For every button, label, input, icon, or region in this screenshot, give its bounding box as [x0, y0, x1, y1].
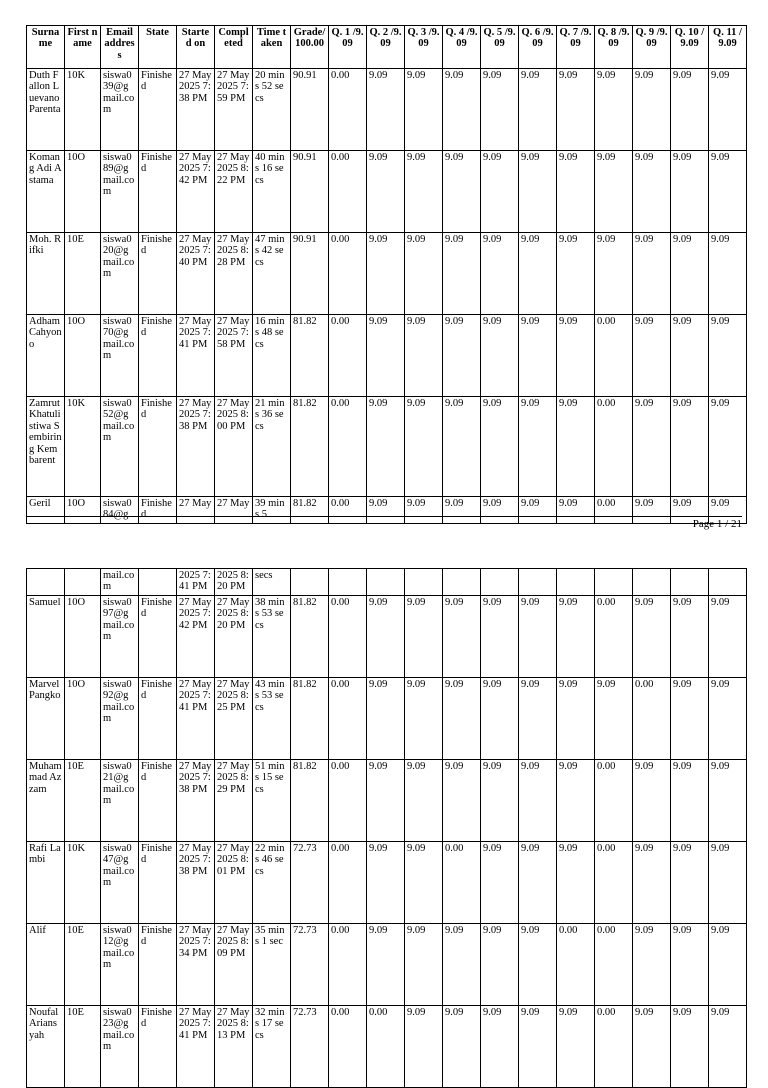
table-cell: 90.91	[291, 69, 329, 151]
table-cell: 9.09	[405, 842, 443, 924]
table-cell: 9.09	[443, 924, 481, 1006]
col-q3: Q. 3 /9.09	[405, 26, 443, 69]
table-cell: 9.09	[671, 233, 709, 315]
table-cell	[709, 569, 747, 596]
table-cell: 27 May 2025 8:09 PM	[215, 924, 253, 1006]
table-cell: 27 May 2025 7:40 PM	[177, 233, 215, 315]
table-cell: 10E	[65, 1006, 101, 1088]
table-cell: siswa021@gmail.com	[101, 760, 139, 842]
table-cell: 9.09	[405, 924, 443, 1006]
table-cell: 9.09	[519, 397, 557, 497]
table-cell: 51 mins 15 secs	[253, 760, 291, 842]
table-cell: 9.09	[557, 233, 595, 315]
table-cell	[671, 569, 709, 596]
table-cell	[405, 569, 443, 596]
table-cell: 72.73	[291, 1006, 329, 1088]
table-cell: 9.09	[671, 678, 709, 760]
table-row	[27, 924, 747, 1006]
table-cell: 0.00	[329, 69, 367, 151]
table-cell: Muhammad Azzam	[27, 760, 65, 842]
table-cell: 22 mins 46 secs	[253, 842, 291, 924]
table-cell: mail.com	[101, 569, 139, 596]
table-cell: Finished	[139, 842, 177, 924]
table-cell: 9.09	[481, 924, 519, 1006]
table-cell: 27 May 2025 7:38 PM	[177, 842, 215, 924]
table-cell: 81.82	[291, 397, 329, 497]
table-cell: 9.09	[367, 397, 405, 497]
table-cell: Komang Adi Astama	[27, 151, 65, 233]
table-cell: 10O	[65, 497, 101, 524]
table-row	[27, 233, 747, 315]
col-surname: Surname	[27, 26, 65, 69]
table-cell: 27 May 2025 7:38 PM	[177, 760, 215, 842]
page-footer-rule	[26, 516, 742, 517]
table-cell: 9.09	[557, 397, 595, 497]
table-cell: 9.09	[443, 69, 481, 151]
table-cell: 9.09	[519, 924, 557, 1006]
table-cell: 0.00	[367, 1006, 405, 1088]
table-cell: 9.09	[519, 69, 557, 151]
table-cell: 9.09	[633, 1006, 671, 1088]
table-cell: 9.09	[633, 842, 671, 924]
table-cell: 9.09	[405, 678, 443, 760]
table-cell: 9.09	[367, 842, 405, 924]
table-cell: 0.00	[595, 1006, 633, 1088]
table-cell: 9.09	[443, 233, 481, 315]
col-completed: Completed	[215, 26, 253, 69]
table-cell: 9.09	[519, 842, 557, 924]
table-cell: 9.09	[709, 397, 747, 497]
table-cell: 9.09	[633, 760, 671, 842]
table-cell: Finished	[139, 497, 177, 524]
table-cell: 27 May 2025 8:00 PM	[215, 397, 253, 497]
table-cell: 9.09	[481, 760, 519, 842]
table-cell: Geril	[27, 497, 65, 524]
table-cell	[557, 569, 595, 596]
table-cell: 9.09	[481, 596, 519, 678]
col-q2: Q. 2 /9.09	[367, 26, 405, 69]
table-cell: 9.09	[481, 151, 519, 233]
table-cell: siswa070@gmail.com	[101, 315, 139, 397]
col-state: State	[139, 26, 177, 69]
table-row	[27, 596, 747, 678]
table-cell: 9.09	[671, 842, 709, 924]
table-cell: 10O	[65, 596, 101, 678]
table-cell: 9.09	[633, 233, 671, 315]
table-row	[27, 497, 747, 524]
table-cell: 9.09	[671, 69, 709, 151]
table-cell: 9.09	[367, 233, 405, 315]
table-cell: Finished	[139, 760, 177, 842]
table-cell: Duth Fallon Luevano Parenta	[27, 69, 65, 151]
table-cell: 0.00	[329, 924, 367, 1006]
table-cell: 10E	[65, 760, 101, 842]
table-cell: 9.09	[595, 233, 633, 315]
table-cell: 9.09	[443, 397, 481, 497]
table-cell: 9.09	[633, 924, 671, 1006]
table-cell: 27 May 2025 8:01 PM	[215, 842, 253, 924]
table-cell: 27 May 2025 7:42 PM	[177, 596, 215, 678]
table-cell: 9.09	[367, 497, 405, 524]
table-cell: 9.09	[367, 596, 405, 678]
table-cell: 27 May 2025 7:38 PM	[177, 397, 215, 497]
table-cell: 27 May 2025 8:25 PM	[215, 678, 253, 760]
table-cell: 10K	[65, 69, 101, 151]
col-q6: Q. 6 /9.09	[519, 26, 557, 69]
table-cell: 9.09	[519, 151, 557, 233]
table-cell: 10O	[65, 315, 101, 397]
table-cell: 9.09	[709, 842, 747, 924]
table-cell: 9.09	[557, 842, 595, 924]
table-cell: siswa023@gmail.com	[101, 1006, 139, 1088]
table-cell: 9.09	[443, 151, 481, 233]
table-cell: 9.09	[709, 678, 747, 760]
table-cell	[367, 569, 405, 596]
table-cell: 9.09	[519, 678, 557, 760]
table-cell: 9.09	[709, 69, 747, 151]
table-cell: 27 May 2025 7:38 PM	[177, 69, 215, 151]
table-cell: 9.09	[557, 151, 595, 233]
table-cell: 9.09	[557, 69, 595, 151]
table-cell: 9.09	[633, 315, 671, 397]
table-cell: 9.09	[481, 315, 519, 397]
table-cell: Marvel Pangko	[27, 678, 65, 760]
table-cell: 9.09	[443, 596, 481, 678]
table-cell: Finished	[139, 233, 177, 315]
table-cell: 9.09	[405, 151, 443, 233]
table-cell: Finished	[139, 315, 177, 397]
table-cell: siswa084@g	[101, 497, 139, 524]
table-row-continued	[27, 569, 747, 596]
table-cell: 9.09	[519, 760, 557, 842]
table-row	[27, 315, 747, 397]
table-cell: Zamrut Khatulistiwa Sembiring Kembarent	[27, 397, 65, 497]
table-cell: 9.09	[519, 1006, 557, 1088]
col-q9: Q. 9 /9.09	[633, 26, 671, 69]
table-cell: 0.00	[329, 760, 367, 842]
table-row	[27, 151, 747, 233]
table-cell: 81.82	[291, 497, 329, 524]
table-cell: 9.09	[709, 233, 747, 315]
table-cell: 0.00	[595, 497, 633, 524]
table-cell: 81.82	[291, 678, 329, 760]
table-cell: siswa020@gmail.com	[101, 233, 139, 315]
table-cell: 9.09	[405, 233, 443, 315]
table-cell: 10O	[65, 678, 101, 760]
table-cell: 9.09	[633, 596, 671, 678]
table-cell: 39 mins 5	[253, 497, 291, 524]
table-cell: siswa052@gmail.com	[101, 397, 139, 497]
table-cell: 27 May 2025 7:41 PM	[177, 315, 215, 397]
table-header-row	[27, 26, 747, 69]
table-cell: 9.09	[481, 497, 519, 524]
table-cell: 9.09	[443, 315, 481, 397]
table-row	[27, 678, 747, 760]
table-cell	[27, 569, 65, 596]
table-cell: Finished	[139, 596, 177, 678]
table-cell: 0.00	[443, 842, 481, 924]
table-cell	[65, 569, 101, 596]
table-cell: 0.00	[557, 924, 595, 1006]
col-q5: Q. 5 /9.09	[481, 26, 519, 69]
table-cell: 0.00	[595, 924, 633, 1006]
table-cell: 9.09	[671, 315, 709, 397]
table-cell: 9.09	[443, 760, 481, 842]
table-cell: 9.09	[709, 151, 747, 233]
table-cell: 9.09	[367, 151, 405, 233]
page2-continuation	[27, 569, 747, 596]
table-cell: Finished	[139, 678, 177, 760]
table-cell: 90.91	[291, 151, 329, 233]
table-cell: Finished	[139, 151, 177, 233]
table-cell: 81.82	[291, 315, 329, 397]
table-cell: 9.09	[519, 233, 557, 315]
table-cell: 27 May 2025 8:28 PM	[215, 233, 253, 315]
table-cell: 27 May 2025 7:41 PM	[177, 678, 215, 760]
table-cell: Adham Cahyono	[27, 315, 65, 397]
table-cell: 0.00	[595, 397, 633, 497]
table-cell: 0.00	[633, 678, 671, 760]
table-cell: 27 May 2025 7:41 PM	[177, 1006, 215, 1088]
table-row	[27, 69, 747, 151]
table-cell: 0.00	[329, 596, 367, 678]
table-cell: 0.00	[329, 151, 367, 233]
table-cell: 0.00	[329, 497, 367, 524]
col-first-name: First name	[65, 26, 101, 69]
table-cell: 10K	[65, 397, 101, 497]
table-cell: Noufal Ariansyah	[27, 1006, 65, 1088]
table-cell: 0.00	[595, 315, 633, 397]
table-cell: 9.09	[595, 678, 633, 760]
table-cell: siswa012@gmail.com	[101, 924, 139, 1006]
col-q11: Q. 11 /9.09	[709, 26, 747, 69]
table-cell: siswa092@gmail.com	[101, 678, 139, 760]
col-started: Started on	[177, 26, 215, 69]
table-cell: 27 May 2025 8:29 PM	[215, 760, 253, 842]
table-cell: 72.73	[291, 842, 329, 924]
table-cell: 90.91	[291, 233, 329, 315]
table-cell	[139, 569, 177, 596]
table-cell: 10E	[65, 233, 101, 315]
table-cell: 72.73	[291, 924, 329, 1006]
table-cell: 9.09	[367, 678, 405, 760]
table-cell: 0.00	[329, 1006, 367, 1088]
table-cell: 0.00	[595, 760, 633, 842]
table-cell: 9.09	[671, 151, 709, 233]
table-cell: 0.00	[329, 678, 367, 760]
table-cell: 9.09	[671, 397, 709, 497]
table-cell: 9.09	[367, 69, 405, 151]
page2-rows	[27, 596, 747, 1088]
col-time-taken: Time taken	[253, 26, 291, 69]
col-q7: Q. 7 /9.09	[557, 26, 595, 69]
table-cell: 9.09	[367, 760, 405, 842]
table-cell: 0.00	[329, 842, 367, 924]
table-cell: 9.09	[557, 315, 595, 397]
table-cell: 9.09	[557, 497, 595, 524]
table-cell: 47 mins 42 secs	[253, 233, 291, 315]
table-cell: 9.09	[595, 151, 633, 233]
table-row	[27, 1006, 747, 1088]
page1-rows	[27, 69, 747, 524]
table-cell	[481, 569, 519, 596]
table-cell: 27 May 2025 8:22 PM	[215, 151, 253, 233]
table-cell: 9.09	[633, 497, 671, 524]
table-cell: 9.09	[633, 397, 671, 497]
table-cell: 27 May 2025 7:42 PM	[177, 151, 215, 233]
table-cell: Finished	[139, 397, 177, 497]
table-cell: 9.09	[519, 315, 557, 397]
table-cell: Finished	[139, 1006, 177, 1088]
table-cell: 9.09	[671, 924, 709, 1006]
table-cell: 9.09	[367, 924, 405, 1006]
table-cell: Rafi Lambi	[27, 842, 65, 924]
table-cell: siswa039@gmail.com	[101, 69, 139, 151]
table-row	[27, 397, 747, 497]
table-cell	[633, 569, 671, 596]
table-cell: 9.09	[709, 315, 747, 397]
table-cell: 0.00	[329, 315, 367, 397]
col-grade: Grade/100.00	[291, 26, 329, 69]
table-cell: 9.09	[709, 596, 747, 678]
table-row	[27, 842, 747, 924]
table-cell: 9.09	[481, 842, 519, 924]
table-cell: 9.09	[443, 678, 481, 760]
table-cell: 27 May 2025 7:34 PM	[177, 924, 215, 1006]
table-cell: 0.00	[329, 397, 367, 497]
col-q10: Q. 10 /9.09	[671, 26, 709, 69]
table-cell: siswa089@gmail.com	[101, 151, 139, 233]
table-cell: 9.09	[405, 497, 443, 524]
table-cell: 9.09	[557, 596, 595, 678]
table-cell: 35 mins 1 sec	[253, 924, 291, 1006]
table-cell: 40 mins 16 secs	[253, 151, 291, 233]
table-cell	[291, 569, 329, 596]
table-cell	[519, 569, 557, 596]
page-number: Page 1 / 21	[692, 518, 742, 530]
table-cell: siswa097@gmail.com	[101, 596, 139, 678]
table-cell: 0.00	[329, 233, 367, 315]
table-cell: 81.82	[291, 760, 329, 842]
col-q1: Q. 1 /9.09	[329, 26, 367, 69]
table-cell: 9.09	[405, 760, 443, 842]
table-cell: 9.09	[557, 760, 595, 842]
table-cell	[329, 569, 367, 596]
table-cell: 16 mins 48 secs	[253, 315, 291, 397]
table-cell: 0.00	[595, 842, 633, 924]
table-cell: Finished	[139, 924, 177, 1006]
table-cell: 9.09	[481, 1006, 519, 1088]
table-cell: 9.09	[443, 1006, 481, 1088]
table-cell: 43 mins 53 secs	[253, 678, 291, 760]
col-q4: Q. 4 /9.09	[443, 26, 481, 69]
table-cell: 10O	[65, 151, 101, 233]
table-cell: 9.09	[481, 678, 519, 760]
table-cell: 9.09	[709, 1006, 747, 1088]
table-cell: 9.09	[367, 315, 405, 397]
table-cell: 9.09	[405, 315, 443, 397]
table-cell: 9.09	[405, 69, 443, 151]
table-cell: 9.09	[671, 497, 709, 524]
table-cell: 27 May 2025 7:59 PM	[215, 69, 253, 151]
report-page-1	[26, 25, 742, 521]
table-cell: 9.09	[519, 497, 557, 524]
table-cell: 2025 8:20 PM	[215, 569, 253, 596]
table-cell: 2025 7:41 PM	[177, 569, 215, 596]
table-cell: 9.09	[519, 596, 557, 678]
table-cell: 9.09	[405, 397, 443, 497]
table-cell: 9.09	[709, 760, 747, 842]
table-cell: 32 mins 17 secs	[253, 1006, 291, 1088]
table-cell: 21 mins 36 secs	[253, 397, 291, 497]
table-cell: 9.09	[481, 69, 519, 151]
report-page-2	[26, 568, 742, 1053]
table-cell: 9.09	[481, 397, 519, 497]
table-cell: 9.09	[671, 596, 709, 678]
table-cell: 9.09	[557, 678, 595, 760]
table-cell: 27 May 2025 8:20 PM	[215, 596, 253, 678]
table-cell: 20 mins 52 secs	[253, 69, 291, 151]
table-cell: 9.09	[671, 1006, 709, 1088]
table-cell: 27 May	[215, 497, 253, 524]
table-cell: 9.09	[709, 497, 747, 524]
table-cell: 38 mins 53 secs	[253, 596, 291, 678]
table-cell: 9.09	[595, 69, 633, 151]
table-cell: 9.09	[557, 1006, 595, 1088]
table-cell: Samuel	[27, 596, 65, 678]
table-row	[27, 760, 747, 842]
table-cell: 27 May 2025 8:13 PM	[215, 1006, 253, 1088]
table-cell	[443, 569, 481, 596]
table-cell: 10K	[65, 842, 101, 924]
table-cell: 9.09	[405, 1006, 443, 1088]
table-cell: 9.09	[405, 596, 443, 678]
table-cell: 9.09	[633, 69, 671, 151]
table-cell: 27 May 2025 7:58 PM	[215, 315, 253, 397]
col-email: Email address	[101, 26, 139, 69]
table-cell: secs	[253, 569, 291, 596]
table-cell: 9.09	[481, 233, 519, 315]
quiz-results-table	[26, 25, 747, 524]
table-cell: 10E	[65, 924, 101, 1006]
table-cell: 9.09	[709, 924, 747, 1006]
table-cell: Moh. Rifki	[27, 233, 65, 315]
table-cell: Finished	[139, 69, 177, 151]
quiz-results-table-continued	[26, 568, 747, 1088]
table-cell: 81.82	[291, 596, 329, 678]
table-cell	[595, 569, 633, 596]
table-cell: siswa047@gmail.com	[101, 842, 139, 924]
col-q8: Q. 8 /9.09	[595, 26, 633, 69]
table-cell: 9.09	[671, 760, 709, 842]
table-cell: Alif	[27, 924, 65, 1006]
table-cell: 0.00	[595, 596, 633, 678]
table-cell: 9.09	[443, 497, 481, 524]
table-cell: 9.09	[633, 151, 671, 233]
table-cell: 27 May	[177, 497, 215, 524]
